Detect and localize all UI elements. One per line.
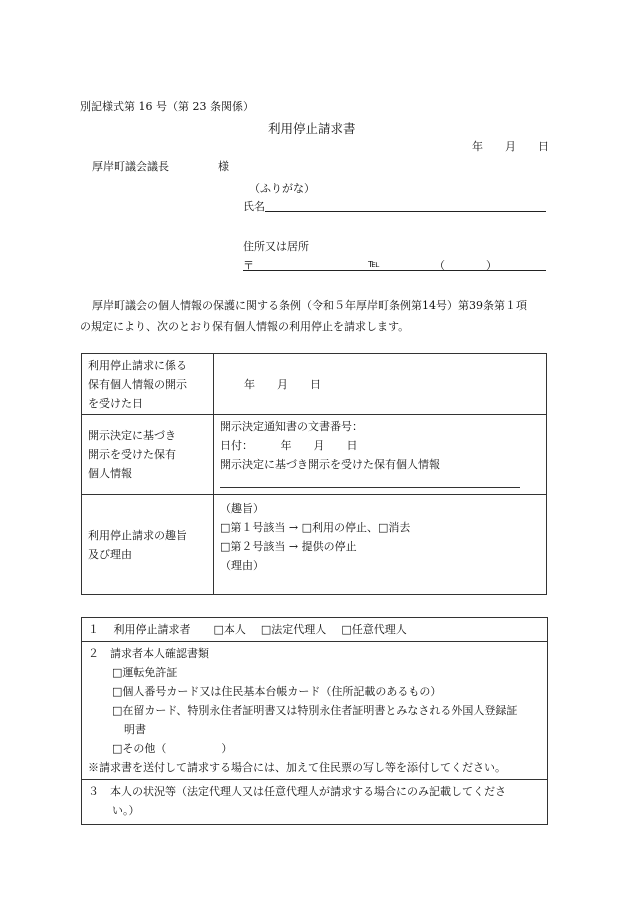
id-documents-row [82, 641, 547, 779]
name-field[interactable] [265, 211, 546, 212]
item-number: ２ [88, 647, 99, 660]
label-line: 利用停止請求に係る [88, 358, 187, 372]
label-line: 及び理由 [88, 547, 132, 561]
item-number: ３ [88, 785, 99, 798]
label-line: 開示決定に基づき [88, 429, 176, 442]
address-field[interactable] [243, 270, 546, 271]
disclosed-info-line: 開示決定に基づき開示を受けた保有個人情報 [220, 458, 440, 471]
requester-info-box [81, 617, 548, 825]
situation-row [82, 779, 547, 824]
name-label: 氏名 [243, 200, 265, 213]
notice-date-line: 日付： 年 月 日 [220, 439, 358, 452]
purpose-reason-label [82, 495, 214, 595]
doc-residence-card-cont: 明書 [124, 723, 146, 736]
option-legal-agent[interactable]: □法定代理人 [260, 623, 327, 636]
tel-paren-open: （ [434, 259, 445, 272]
intro-line-1: 厚岸町議会の個人情報の保護に関する条例（令和５年厚岸町条例第14号）第39条第１項 [92, 299, 527, 312]
postal-mark: 〒 [243, 259, 254, 272]
addressee: 厚岸町議会議長 [92, 160, 169, 173]
mail-request-note: ※請求書を送付して請求する場合には、加えて住民票の写し等を添付してください。 [88, 761, 506, 774]
furigana-label: （ふりがな） [249, 182, 315, 195]
id-documents-label: 請求者本人確認書類 [110, 647, 209, 660]
doc-my-number-card[interactable]: □個人番号カード又は住民基本台帳カード（住所記載のあるもの） [112, 685, 442, 698]
disclosed-info-label [82, 415, 214, 495]
label-line: 利用停止請求の趣旨 [88, 528, 187, 542]
document-title: 利用停止請求書 [268, 121, 356, 136]
option-voluntary-agent[interactable]: □任意代理人 [341, 623, 407, 636]
label-line: 個人情報 [88, 467, 132, 480]
addressee-honorific: 様 [218, 160, 229, 173]
reason-heading: （理由） [220, 559, 264, 572]
requester-type-label: 利用停止請求者 [113, 623, 191, 636]
disclosure-date-value: 年 月 日 [244, 377, 321, 391]
option-self[interactable]: □本人 [213, 623, 246, 636]
label-line: 開示を受けた保有 [88, 448, 176, 461]
doc-residence-card[interactable]: □在留カード、特別永住者証明書又は特別永住者証明書とみなされる外国人登録証 [112, 704, 518, 717]
requester-type-row [82, 618, 547, 641]
item-number: １ [88, 623, 99, 636]
table-row [82, 354, 547, 415]
disclosure-date-field[interactable] [214, 354, 547, 415]
label-line: 保有個人情報の開示 [88, 377, 187, 391]
request-table [81, 353, 547, 595]
disclosed-info-field[interactable] [214, 415, 547, 495]
label-line: を受けた日 [88, 396, 143, 410]
situation-label: 本人の状況等（法定代理人又は任意代理人が請求する場合にのみ記載してくださ [110, 785, 506, 798]
purpose-heading: （趣旨） [220, 502, 264, 515]
purpose-option-1[interactable]: □第１号該当 → □利用の停止、□消去 [220, 521, 411, 534]
intro-line-2: の規定により、次のとおり保有個人情報の利用停止を請求します。 [80, 320, 410, 333]
doc-drivers-license[interactable]: □運転免許証 [112, 666, 178, 679]
form-number: 別記様式第 16 号（第 23 条関係） [80, 100, 254, 113]
address-label: 住所又は居所 [243, 240, 309, 253]
tel-paren-close: ） [486, 259, 497, 272]
table-row [82, 495, 547, 595]
notice-number-line: 開示決定通知書の文書番号： [220, 420, 363, 433]
id-documents-heading [88, 644, 541, 663]
disclosure-date-label [82, 354, 214, 415]
date-line[interactable]: 年 月 日 [472, 140, 549, 153]
purpose-reason-field[interactable] [214, 495, 547, 595]
disclosed-info-underline[interactable] [220, 487, 520, 488]
doc-other[interactable]: □その他（ ） [112, 742, 233, 755]
tel-mark: ℡ [368, 257, 380, 270]
purpose-option-2[interactable]: □第２号該当 → 提供の停止 [220, 540, 357, 553]
table-row [82, 415, 547, 495]
situation-label-cont: い。） [112, 804, 140, 817]
